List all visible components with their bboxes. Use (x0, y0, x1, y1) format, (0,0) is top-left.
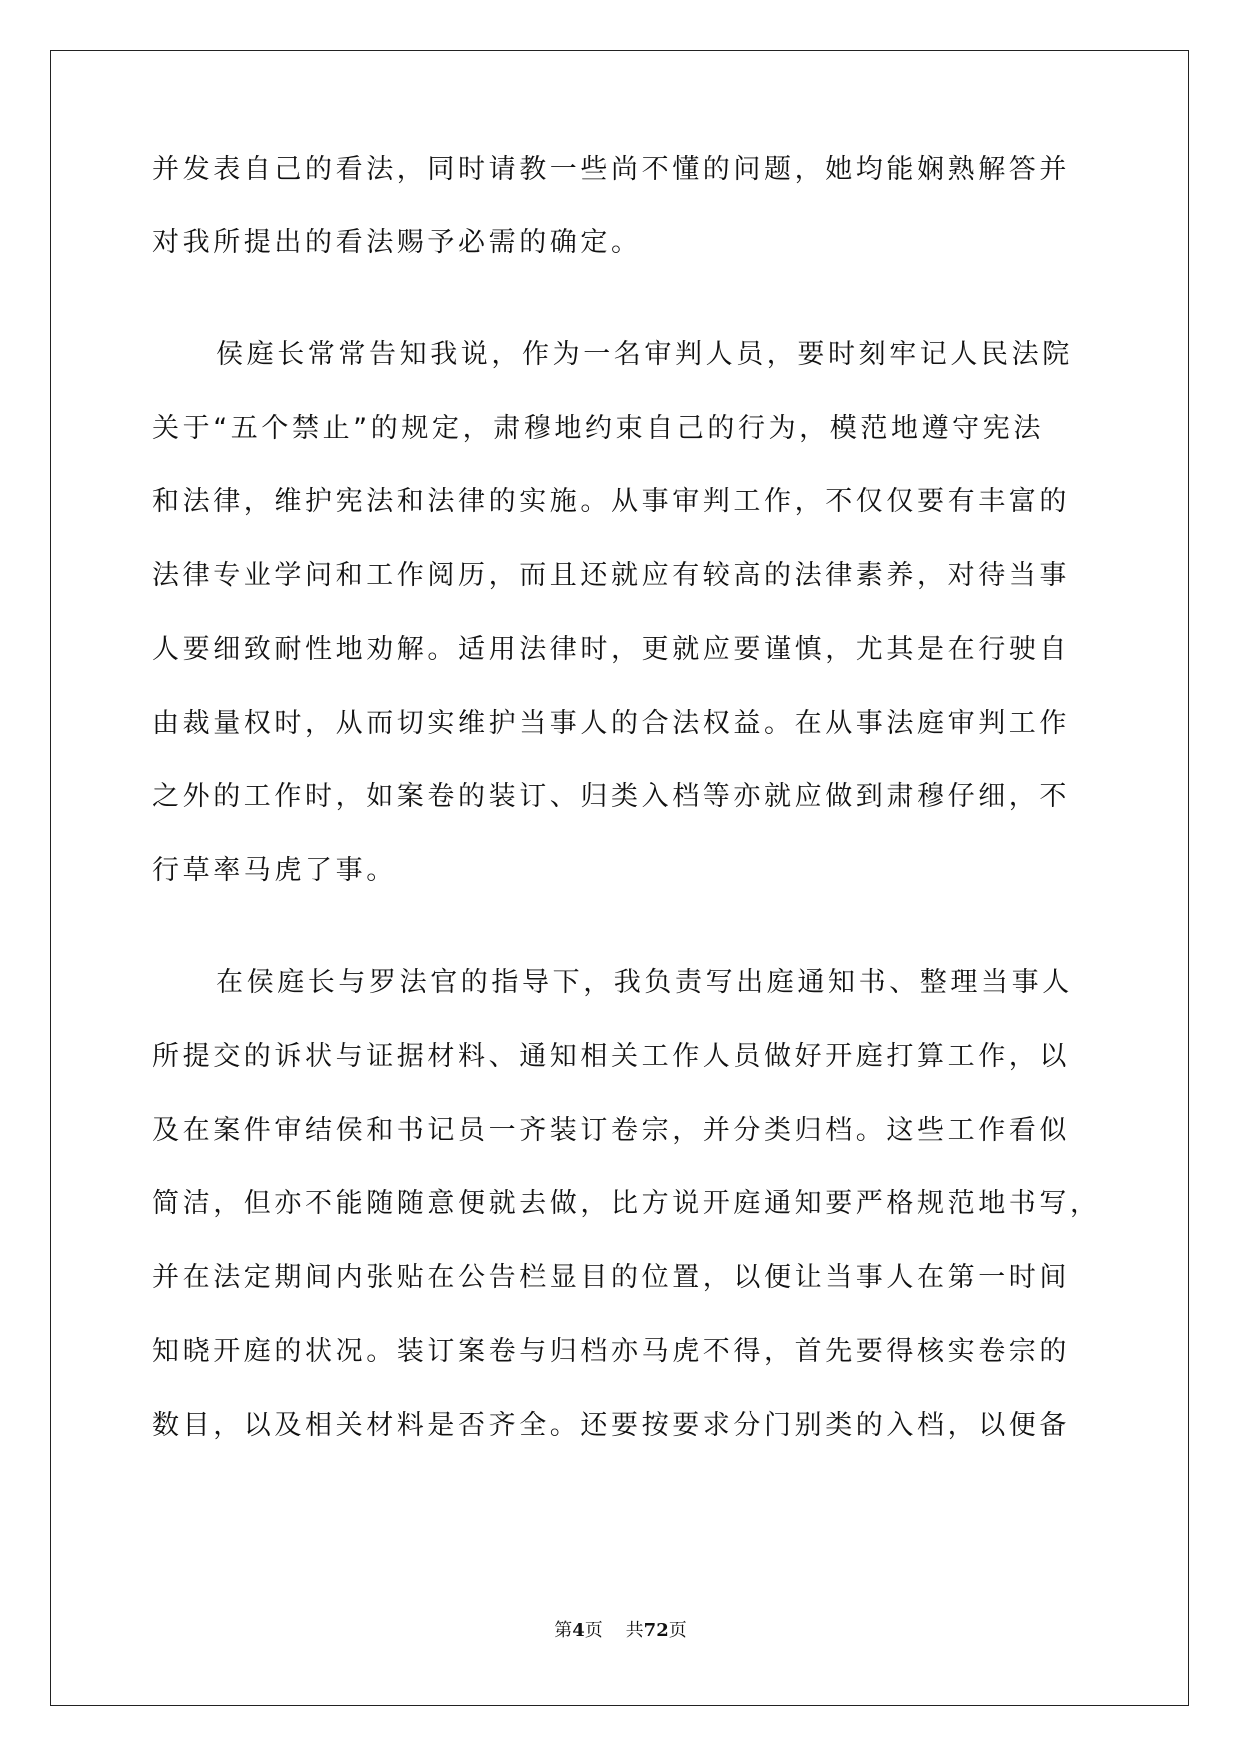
text-line: 之外的工作时，如案卷的装订、归类入档等亦就应做到肃穆仔细，不 (152, 781, 1070, 812)
text-line: 和法律，维护宪法和法律的实施。从事审判工作，不仅仅要有丰富的 (152, 486, 1070, 517)
total-pages: 72 (643, 1620, 669, 1641)
page-prefix: 第 (554, 1620, 573, 1641)
text-line: 简洁，但亦不能随随意便就去做，比方说开庭通知要严格规范地书写， (152, 1188, 1101, 1219)
total-suffix: 页 (668, 1620, 687, 1641)
text-line: 在侯庭长与罗法官的指导下，我负责写出庭通知书、整理当事人 (216, 967, 1073, 998)
text-line: 侯庭长常常告知我说，作为一名审判人员，要时刻牢记人民法院 (216, 339, 1073, 370)
text-line: 知晓开庭的状况。装订案卷与归档亦马虎不得，首先要得核实卷宗的 (152, 1336, 1070, 1367)
text-line: 并发表自己的看法，同时请教一些尚不懂的问题，她均能娴熟解答并 (152, 154, 1070, 185)
page-footer (0, 1616, 1241, 1642)
text-line: 所提交的诉状与证据材料、通知相关工作人员做好开庭打算工作，以 (152, 1041, 1070, 1072)
text-line: 及在案件审结侯和书记员一齐装订卷宗，并分类归档。这些工作看似 (152, 1115, 1070, 1146)
text-line: 人要细致耐性地劝解。适用法律时，更就应要谨慎，尤其是在行驶自 (152, 634, 1070, 665)
text-line: 由裁量权时，从而切实维护当事人的合法权益。在从事法庭审判工作 (152, 708, 1070, 739)
text-line: 关于“五个禁止”的规定，肃穆地约束自己的行为，模范地遵守宪法 (152, 413, 1044, 444)
text-line: 行草率马虎了事。 (152, 855, 397, 886)
page-suffix: 页 (584, 1620, 603, 1641)
text-line: 并在法定期间内张贴在公告栏显目的位置，以便让当事人在第一时间 (152, 1262, 1070, 1293)
text-line: 法律专业学问和工作阅历，而且还就应有较高的法律素养，对待当事 (152, 560, 1070, 591)
text-line: 数目，以及相关材料是否齐全。还要按要求分门别类的入档，以便备 (152, 1410, 1070, 1441)
text-line: 对我所提出的看法赐予必需的确定。 (152, 227, 642, 258)
total-prefix: 共 (625, 1620, 644, 1641)
page-number: 4 (572, 1620, 585, 1641)
